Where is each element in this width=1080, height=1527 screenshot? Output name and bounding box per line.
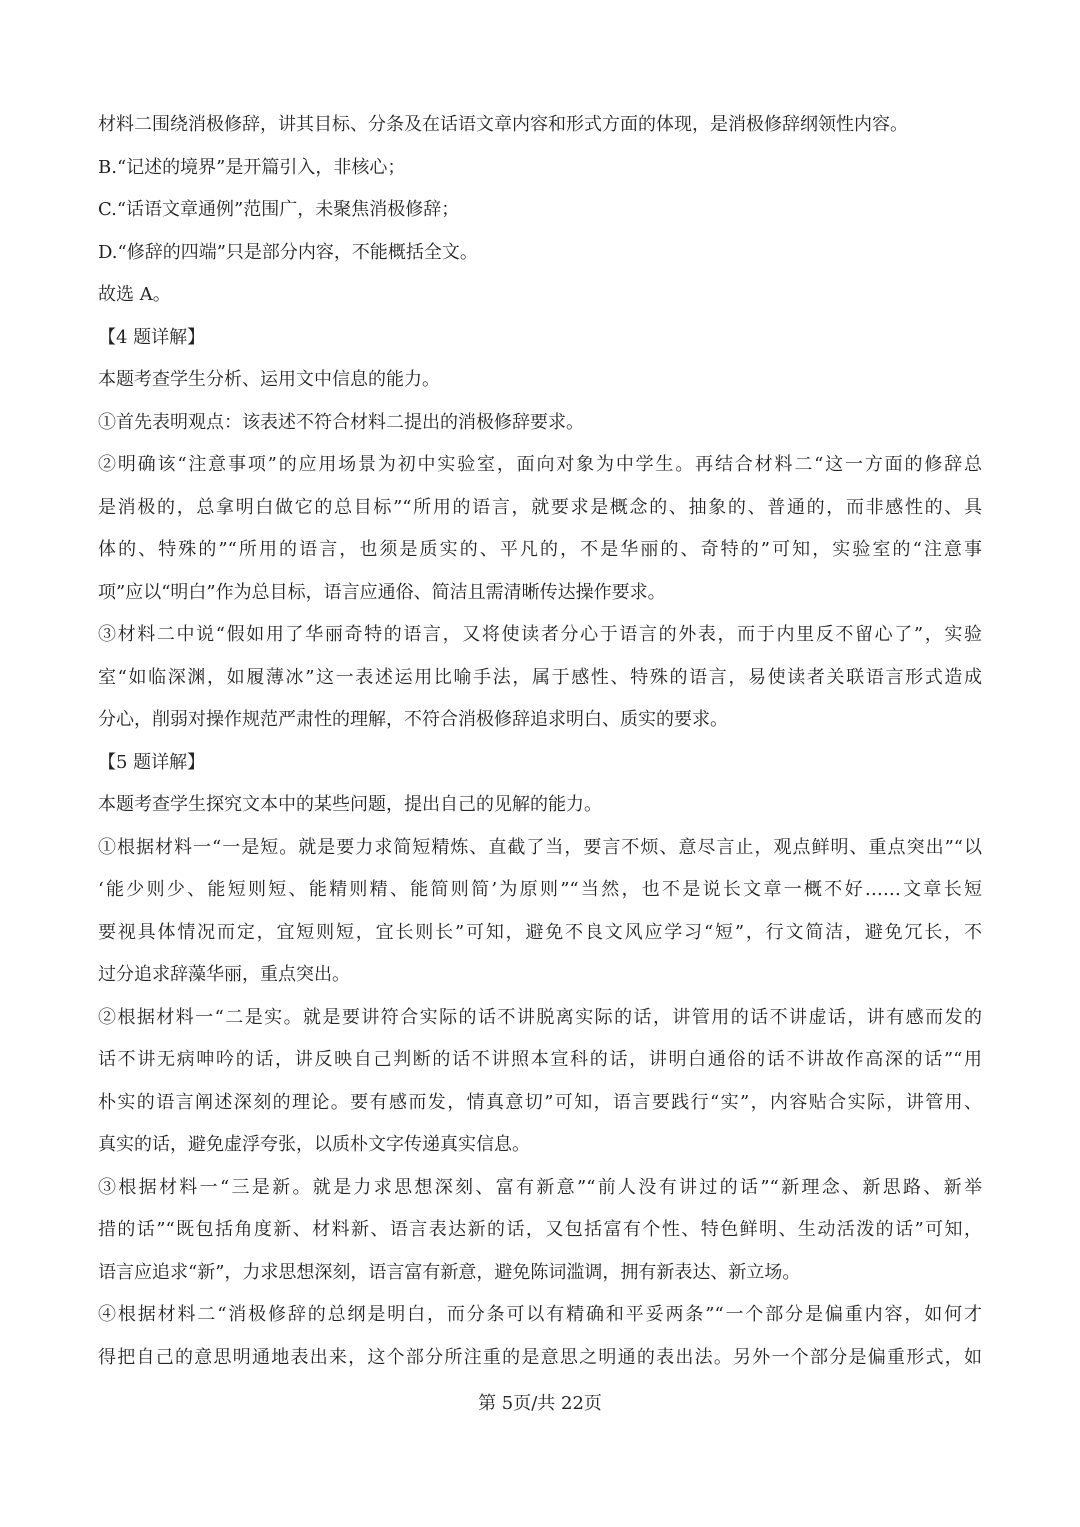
text-line: 项”应以“明白”作为总目标，语言应通俗、简洁且需清晰传达操作要求。 <box>98 581 666 603</box>
text-line: 得把自己的意思明通地表出来，这个部分所注重的是意思之明通的表出法。另外一个部分是偏重形式，如 <box>98 1346 982 1368</box>
text-line: 本题考查学生分析、运用文中信息的能力。 <box>98 369 440 390</box>
text-line: 室“如临深渊，如履薄冰”这一表述运用比喻手法，属于感性、特殊的语言，易使读者关联语言形式造成 <box>98 666 982 688</box>
text-line: 【5 题详解】 <box>98 751 206 773</box>
text-line: 朴实的语言阐述深刻的理论。要有感而发，情真意切”可知，语言要践行“实”，内容贴合实际，讲管用、 <box>98 1091 982 1113</box>
text-line: ③根据材料一“三是新。就是力求思想深刻、富有新意”“前人没有讲过的话”“新理念、新思路、新举 <box>98 1176 982 1198</box>
text-line: 分心，削弱对操作规范严肃性的理解，不符合消极修辞追求明白、质实的要求。 <box>98 709 728 730</box>
text-line: ③材料二中说“假如用了华丽奇特的语言，又将使读者分心于语言的外表，而于内里反不留心了”，实验 <box>98 624 982 645</box>
text-line: ①首先表明观点：该表述不符合材料二提出的消极修辞要求。 <box>98 411 584 433</box>
text-line: ②明确该“注意事项”的应用场景为初中实验室，面向对象为中学生。再结合材料二“这一方面的修辞总 <box>98 454 982 475</box>
text-line: 过分追求辞藻华丽，重点突出。 <box>98 964 350 985</box>
text-line: 故选 A。 <box>98 284 171 305</box>
page-footer: 第 5页/共 22页 <box>478 1393 602 1414</box>
text-line: ‘能少则少、能短则短、能精则精、能简则简’为原则”“当然，也不是说长文章一概不好……文章长短 <box>98 879 982 900</box>
text-line: 真实的话，避免虚浮夸张，以质朴文字传递真实信息。 <box>98 1134 530 1155</box>
text-line: ②根据材料一“二是实。就是要讲符合实际的话不讲脱离实际的话，讲管用的话不讲虚话，讲有感而发的 <box>98 1006 982 1028</box>
text-line: 材料二围绕消极修辞，讲其目标、分条及在话语文章内容和形式方面的体现，是消极修辞纲领性内容。 <box>98 114 908 135</box>
text-line: 【4 题详解】 <box>98 326 206 348</box>
text-line: ④根据材料二“消极修辞的总纲是明白，而分条可以有精确和平妥两条”“一个部分是偏重内容，如何才 <box>98 1304 982 1325</box>
page-body <box>98 104 982 1379</box>
text-line: D.“修辞的四端”只是部分内容，不能概括全文。 <box>98 241 478 263</box>
text-line: C.“话语文章通例”范围广，未聚焦消极修辞； <box>98 199 460 220</box>
text-line: ①根据材料一“一是短。就是要力求简短精炼、直截了当，要言不烦、意尽言止，观点鲜明、重点突出”“以 <box>98 836 982 858</box>
text-line: 措的话”“既包括角度新、材料新、语言表达新的话，又包括富有个性、特色鲜明、生动活泼的话”可知， <box>98 1219 982 1240</box>
text-line: 本题考查学生探究文本中的某些问题，提出自己的见解的能力。 <box>98 794 602 815</box>
text-line: B.“记述的境界”是开篇引入，非核心； <box>98 156 406 178</box>
text-line: 是消极的，总拿明白做它的总目标”“所用的语言，就要求是概念的、抽象的、普通的，而非感性的、具 <box>98 496 982 518</box>
text-line: 语言应追求“新”，力求思想深刻，语言富有新意，避免陈词滥调，拥有新表达、新立场。 <box>98 1261 801 1283</box>
text-line: 体的、特殊的”“所用的语言，也须是质实的、平凡的，不是华丽的、奇特的”可知，实验室的“注意事 <box>98 539 982 560</box>
text-line: 话不讲无病呻吟的话，讲反映自己判断的话不讲照本宣科的话，讲明白通俗的话不讲故作高深的话”“用 <box>98 1049 982 1070</box>
text-line: 要视具体情况而定，宜短则短，宜长则长”可知，避免不良文风应学习“短”，行文简洁，避免冗长，不 <box>98 921 982 943</box>
